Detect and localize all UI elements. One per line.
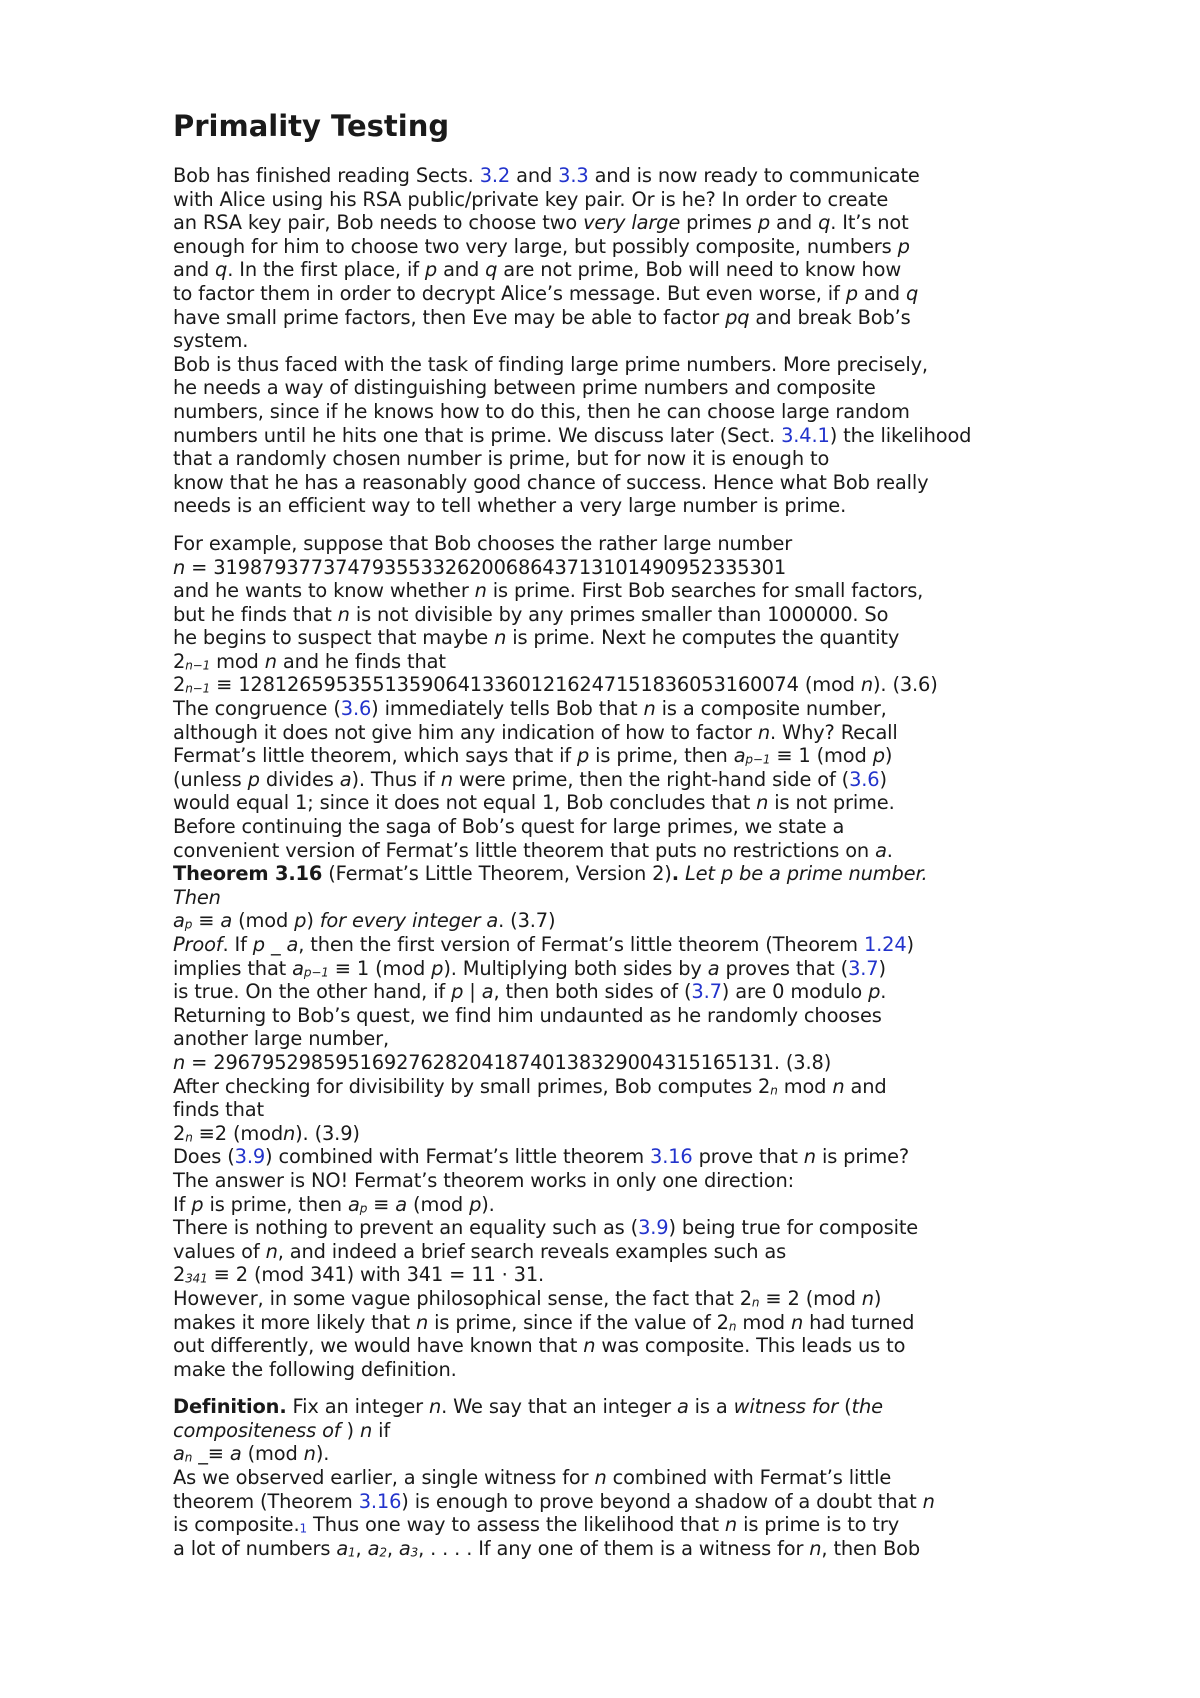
italic-text: n [415,1310,429,1334]
italic-text: n [861,1286,874,1310]
text-run: ) the likelihood [829,423,972,447]
text-run: Does ( [173,1145,235,1169]
italic-text: q [485,258,498,282]
italic-text: a [481,980,494,1004]
italic-text: p [872,744,885,768]
text-run: had turned [803,1310,915,1334]
italic-text: n [359,1418,373,1442]
italic-text: very large [583,211,681,235]
text-run: and [437,258,486,282]
text-run: , [355,1536,368,1560]
italic-text: a [173,1442,185,1466]
italic-text: a [286,933,299,956]
text-run: (Fermat’s Little Theorem, Version 2) [322,862,672,886]
text-line [173,957,1073,981]
text-run: ) [879,767,887,791]
text-run: After checking for divisibility by small primes, Bob computes 2 [173,1074,771,1098]
text-run: . Why? Recall [770,720,898,744]
text-line [173,376,1073,400]
italic-text: n [283,1121,296,1145]
text-run: primes [680,211,758,235]
italic-text: n [790,1310,804,1334]
italic-text: a [220,909,233,933]
italic-text: q [818,211,831,235]
text-line [173,839,1073,863]
cross-reference-link[interactable]: 3.16 [358,1489,402,1513]
italic-text: n [173,1050,186,1074]
text-line [173,188,1073,212]
text-line [173,1027,1073,1051]
text-line [173,1193,1073,1217]
text-run: _≡ [192,1442,230,1466]
text-run: finds that [173,1098,264,1122]
text-run: are not prime, Bob will need to know how [497,258,902,282]
text-run: is prime is to try [737,1513,900,1537]
paragraph-gap [173,518,1073,532]
text-run: mod [736,1310,791,1334]
text-run: = 2967952985951692762820418740138329004315165131. (3.8) [185,1050,832,1074]
text-run: , . . . . If any one of them is a witness for [418,1536,810,1560]
text-line [173,1358,1073,1382]
italic-text: a [229,1442,242,1466]
text-line [173,424,1073,448]
text-run: needs is an efficient way to tell whether a very large number is prime. [173,494,847,518]
italic-text: Then [173,885,221,909]
italic-text: the [851,1395,883,1419]
text-run: The congruence ( [173,697,341,721]
cross-reference-link[interactable]: 3.7 [691,980,722,1004]
text-line [173,1537,1073,1561]
italic-text: Proof [173,933,223,956]
text-run: is prime, then [203,1192,348,1216]
text-run: another large number, [173,1027,389,1051]
text-run: were prime, then the right-hand side of ( [452,767,850,791]
text-run: = 31987937737479355332620068643713101490952335301 [185,555,787,579]
text-line [173,744,1073,768]
text-run: a lot of numbers [173,1536,337,1560]
text-line [173,626,1073,650]
text-run: ) being true for composite [668,1216,919,1240]
italic-text: n [429,1395,442,1419]
text-line [173,1311,1073,1335]
text-run: Fermat’s little theorem, which says that if [173,744,577,768]
text-run: ≡ [192,909,221,933]
page-title: Primality Testing [173,109,450,143]
text-run: ) [906,933,914,956]
text-line [173,1334,1073,1358]
text-line [173,1395,1073,1419]
exponent: p−1 [745,752,771,767]
italic-text: n [303,1442,316,1466]
text-run: ) [340,1418,360,1442]
exponent: n−1 [185,658,211,673]
text-line [173,494,1073,518]
cross-reference-link[interactable]: 3.2 [479,164,511,187]
text-run: is prime. Next he computes the quantity [506,626,900,650]
exponent: n [728,1318,737,1333]
text-run: was composite. This leads us to [595,1334,906,1358]
italic-text: a [367,1536,380,1560]
text-run: ) [878,956,886,980]
italic-text: a [676,1395,689,1419]
text-run: but he finds that [173,602,338,626]
italic-text: p [577,744,590,768]
text-line [173,650,1073,674]
text-run: and [857,281,906,305]
cross-reference-link[interactable]: 3.9 [234,1145,266,1169]
text-run: if [372,1418,391,1442]
text-run: ≡ 2 (mod [759,1286,862,1310]
text-line [173,1419,1073,1443]
text-run: implies that [173,956,293,980]
text-run: | [463,980,482,1004]
text-run: ) [306,909,320,933]
text-run: ). [315,1442,330,1466]
italic-text: n [264,649,277,673]
exponent: n [185,1130,193,1145]
text-line [173,471,1073,495]
text-run: ). Thus if [351,767,441,791]
text-run: ) combined with Fermat’s little theorem [265,1145,651,1169]
text-run: and [173,258,216,282]
text-run: ). (3.9) [295,1121,360,1145]
text-line [173,886,1073,910]
exponent: 2 [379,1545,387,1560]
italic-text: p [424,258,438,282]
italic-text: p [451,980,464,1004]
text-line [173,329,1073,353]
text-line [173,815,1073,839]
italic-text: witness for [733,1395,839,1419]
text-run: Before continuing the saga of Bob’s quest for large primes, we state a [173,815,845,839]
text-run: out differently, we would have known that [173,1334,584,1358]
text-run: (mod [232,909,295,933]
italic-text: p [191,1192,204,1216]
text-run: makes it more likely that [173,1310,416,1334]
text-run: ) immediately tells Bob that [371,697,644,721]
text-line [173,1442,1073,1466]
italic-text: n [809,1536,822,1560]
cross-reference-link[interactable]: 3.7 [848,956,879,980]
text-run: is not prime. [768,791,895,815]
text-run: , then the first version of Fermat’s little theorem (Theorem [298,933,864,956]
text-run: mod [777,1074,833,1098]
text-run: Bob has finished reading Sects. [173,164,480,187]
text-run: 2 [173,1263,186,1287]
text-line [173,1240,1073,1264]
text-run: . It’s not [830,211,909,235]
text-line [173,400,1073,424]
text-run: _ [264,933,287,956]
text-run: numbers, since if he knows how to do this, then he can choose large random [173,399,910,423]
text-line [173,673,1073,697]
text-run: divides [259,767,340,791]
text-run: ≡ [367,1192,396,1216]
italic-text: a [733,744,746,768]
text-line [173,532,1073,556]
text-run: . If [222,933,253,956]
text-run: (mod [407,1192,470,1216]
text-run: theorem (Theorem [173,1489,359,1513]
exponent: n [770,1083,778,1097]
text-run: an RSA key pair, Bob needs to choose two [173,211,584,235]
text-run: is composite. [173,1513,300,1537]
footnote-marker[interactable]: 1 [299,1521,307,1536]
text-run: and [770,211,819,235]
text-run: ) [873,1286,882,1310]
cross-reference-link[interactable]: 3.9 [638,1216,669,1240]
bold-text: Theorem 3.16 [173,862,323,886]
text-run: ) are 0 modulo [721,980,869,1004]
italic-text: n [594,1466,607,1490]
cross-reference-link[interactable]: 1.24 [863,933,907,956]
text-run: he begins to suspect that maybe [173,626,495,650]
text-run: and break Bob’s [749,305,911,329]
italic-text: p [868,980,881,1004]
italic-text: n [337,602,350,626]
italic-text: pq [725,305,750,329]
text-run: If [173,1192,192,1216]
italic-text: p [845,281,858,305]
text-run: However, in some vague philosophical sense, the fact that 2 [173,1286,752,1310]
text-run: Fix an integer [286,1395,429,1419]
text-run: 2 [173,673,186,697]
text-line [173,164,1073,188]
text-line [173,556,1073,580]
paragraph-gap [173,1381,1073,1395]
italic-text: a [336,1536,349,1560]
text-run: There is nothing to prevent an equality such as ( [173,1216,639,1240]
text-run: Thus one way to assess the likelihood that [306,1513,725,1537]
text-run: values of [173,1239,266,1263]
exponent: p [359,1200,368,1215]
italic-text: p [294,909,307,933]
text-run: . In the first place, if [227,258,425,282]
text-line [173,579,1073,603]
italic-text: p [757,211,770,235]
text-run: ≡ 1 (mod [328,956,432,980]
text-line [173,862,1073,886]
text-run: convenient version of Fermat’s little theorem that puts no restrictions on [173,838,876,862]
italic-text: compositeness of [173,1418,341,1442]
text-run: , [386,1536,399,1560]
text-line [173,235,1073,259]
text-line [173,909,1073,933]
text-run: system. [173,329,249,353]
text-run: is prime. First Bob searches for small factors, [486,579,924,603]
italic-text: n [173,555,186,579]
exponent: n [751,1295,760,1310]
text-run: he needs a way of distinguishing between prime numbers and composite [173,376,876,400]
text-line [173,447,1073,471]
text-run: and he finds that [276,649,446,673]
exponent: 341 [185,1271,208,1286]
text-line [173,211,1073,235]
text-run: mod [210,649,265,673]
text-line [173,933,1073,957]
italic-text: Let p be a prime number. [678,862,928,886]
text-run: (mod [241,1442,304,1466]
text-line [173,1004,1073,1028]
italic-text: p [431,956,444,980]
text-run: ). [481,1192,495,1216]
italic-text: n [757,720,771,744]
italic-text: p [469,1192,482,1216]
text-run: . [886,838,893,862]
text-line [173,768,1073,792]
text-line [173,258,1073,282]
text-run: As we observed earlier, a single witness for [173,1466,595,1490]
text-run: Returning to Bob’s quest, we find him undaunted as he randomly chooses [173,1003,882,1027]
italic-text: q [905,281,919,305]
italic-text: n [494,626,507,650]
text-run: . (3.7) [498,909,556,933]
text-run: . [880,980,887,1004]
exponent: 3 [410,1545,419,1560]
italic-text: a [339,767,352,791]
text-run: ). (3.6) [873,673,938,697]
text-run: 2 [173,649,186,673]
italic-text: n [756,791,769,815]
text-run: is prime, then [589,744,734,768]
italic-text: n [860,673,873,697]
italic-text: n [583,1334,596,1358]
italic-text: n [474,579,487,603]
italic-text: p [252,933,265,956]
italic-text: n [724,1513,738,1537]
bold-text: Definition. [173,1395,287,1419]
exponent: p [184,917,193,932]
text-line [173,697,1073,721]
italic-text: p [897,234,910,258]
text-line [173,1122,1073,1146]
italic-text: n [643,697,656,721]
text-run: and [510,164,559,187]
italic-text: n [440,767,453,791]
text-line [173,1216,1073,1240]
text-run: , and indeed a brief search reveals examples such as [277,1239,787,1263]
italic-text: a [347,1192,360,1216]
text-line [173,603,1073,627]
italic-text: a [875,838,887,862]
text-run: . We say that an integer [441,1395,677,1419]
text-run: would equal 1; since it does not equal 1, Bob concludes that [173,791,757,815]
text-run: although it does not give him any indication of how to factor [173,720,758,744]
italic-text: n [832,1074,845,1098]
text-run: prove that [692,1145,804,1169]
text-run: is true. On the other hand, if [173,980,452,1004]
text-run: proves that ( [719,956,849,980]
italic-text: a [292,956,304,980]
text-run: have small prime factors, then Eve may be able to factor [173,305,726,329]
text-run: ) [884,744,893,768]
text-run: is prime? [815,1145,910,1169]
body-text [173,164,1073,1560]
text-line [173,1513,1073,1537]
text-run: ). Multiplying both sides by [443,956,708,980]
italic-text: n [265,1239,278,1263]
text-run: know that he has a reasonably good chance of success. Hence what Bob really [173,470,929,494]
text-line [173,282,1073,306]
exponent: n [184,1450,193,1465]
text-line [173,791,1073,815]
text-line [173,353,1073,377]
cross-reference-link[interactable]: 3.6 [849,767,880,791]
text-run: ≡ 1 (mod [770,744,873,768]
text-run: and [844,1074,887,1098]
document-content [173,108,1073,1560]
text-run: For example, suppose that Bob chooses the rather large number [173,531,793,555]
text-run: ( [838,1395,852,1419]
italic-text: p [247,767,260,791]
text-run: with Alice using his RSA public/private key pair. Or is he? In order to create [173,187,889,211]
text-run: is a [688,1395,734,1419]
cross-reference-link[interactable]: 3.16 [650,1145,693,1169]
text-run: and he wants to know whether [173,579,475,603]
italic-text: for every integer a [319,909,499,933]
text-run: enough for him to choose two very large, but possibly composite, numbers [173,234,898,258]
text-run: , then Bob [821,1536,920,1560]
text-line [173,1051,1073,1075]
italic-text: n [803,1145,816,1169]
text-line [173,1075,1073,1099]
text-line [173,1287,1073,1311]
cross-reference-link[interactable]: 3.3 [558,164,589,187]
italic-text: q [215,258,228,282]
italic-text: a [395,1192,408,1216]
text-run: ≡ 2 (mod 341) with 341 = 11 · 31. [207,1263,545,1287]
exponent: n−1 [185,681,211,696]
text-run: ≡ 1281265953551359064133601216247151836053160074 (mod [210,673,861,697]
text-run: numbers until he hits one that is prime. We discuss later (Sect. [173,423,782,447]
text-run: ) is enough to prove beyond a shadow of a doubt that [401,1489,923,1513]
italic-text: n [922,1489,935,1513]
italic-text: a [707,956,720,980]
text-run: is prime, since if the value of 2 [428,1310,729,1334]
text-run: that a randomly chosen number is prime, but for now it is enough to [173,447,830,471]
text-run: The answer is NO! Fermat’s theorem works in only one direction: [173,1168,794,1192]
text-line [173,1466,1073,1490]
text-run: to factor them in order to decrypt Alice’s message. But even worse, if [173,281,846,305]
text-line [173,1490,1073,1514]
text-line [173,721,1073,745]
text-line [173,980,1073,1004]
text-run: combined with Fermat’s little [606,1466,892,1490]
text-run: and is now ready to communicate [588,164,920,187]
text-line [173,1169,1073,1193]
text-line [173,1263,1073,1287]
exponent: p−1 [303,965,329,980]
exponent: 1 [348,1545,356,1560]
italic-text: a [398,1536,411,1560]
text-line [173,306,1073,330]
text-run: 2 [173,1121,186,1145]
text-run: Bob is thus faced with the task of finding large prime numbers. More precisely, [173,352,928,376]
text-run: ≡2 (mod [192,1121,283,1145]
text-run: is a composite number, [655,697,887,721]
text-line [173,1145,1073,1169]
text-run: make the following definition. [173,1357,457,1381]
italic-text: a [173,909,185,933]
text-run: (unless [173,767,248,791]
cross-reference-link[interactable]: 3.4.1 [781,423,830,447]
text-run: is not divisible by any primes smaller than 1000000. So [349,602,889,626]
cross-reference-link[interactable]: 3.6 [340,697,372,721]
bold-text: . [671,862,679,886]
text-line [173,1098,1073,1122]
text-run: , then both sides of ( [493,980,692,1004]
